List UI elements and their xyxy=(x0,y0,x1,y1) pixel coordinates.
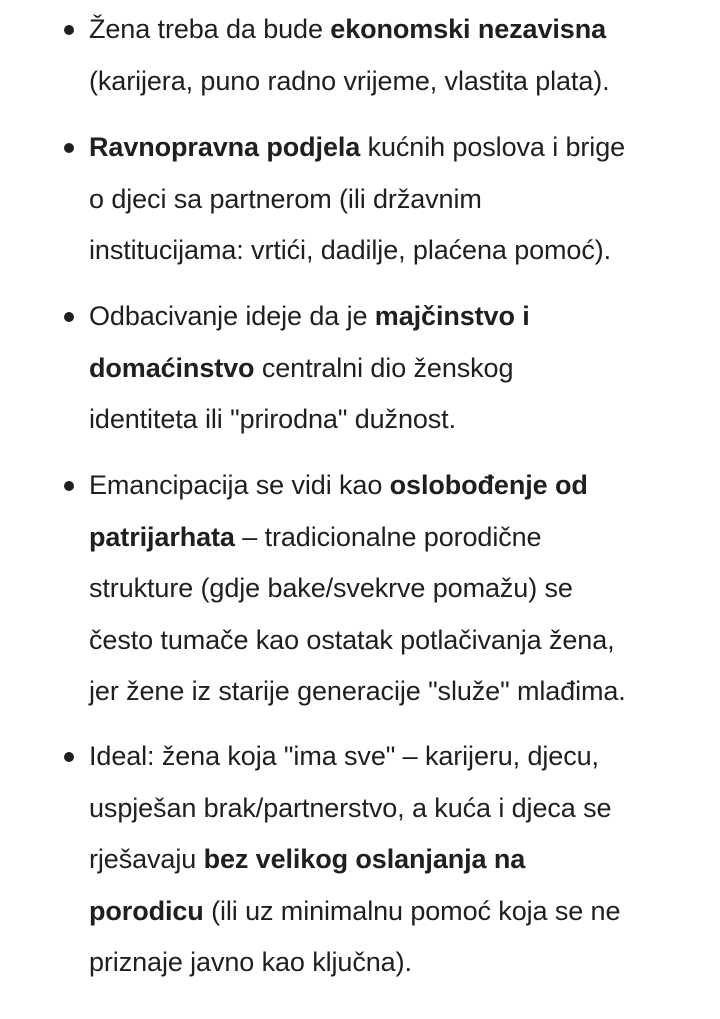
bullet-icon xyxy=(64,481,74,491)
text-line xyxy=(89,394,709,446)
text-run: Odbacivanje ideje da je xyxy=(89,301,375,331)
text-line xyxy=(89,225,709,277)
text-run: jer žene iz starije generacije "služe" mlađima. xyxy=(89,676,626,706)
text-line xyxy=(89,731,709,783)
text-line xyxy=(89,122,709,174)
text-line xyxy=(89,291,709,343)
text-run: – tradicionalne porodične xyxy=(234,521,542,552)
bullet-icon xyxy=(64,143,74,153)
text-line xyxy=(89,783,709,835)
text-run: rješavaju xyxy=(89,844,204,874)
list-item-text xyxy=(89,122,709,277)
bold-text-run: domaćinstvo xyxy=(89,352,255,383)
text-line xyxy=(89,563,709,615)
text-line xyxy=(89,343,709,395)
bold-text-run: porodicu xyxy=(89,895,204,926)
text-run: identiteta ili "prirodna" dužnost. xyxy=(89,404,456,434)
list-item-text xyxy=(89,460,709,718)
bold-text-run: majčinstvo i xyxy=(374,301,530,331)
text-line xyxy=(89,666,709,718)
text-run: priznaje javno kao ključna). xyxy=(89,947,412,977)
list-item-text xyxy=(89,4,709,107)
bold-text-run: Ravnopravna podjela xyxy=(89,132,361,162)
list-item-text xyxy=(89,291,709,446)
text-run: centralni dio ženskog xyxy=(254,352,514,383)
text-run: institucijama: vrtići, dadilje, plaćena pomoć). xyxy=(89,235,612,265)
text-line xyxy=(89,937,709,989)
text-run: uspješan brak/partnerstvo, a kuća i djeca se xyxy=(89,792,612,823)
text-run: Emancipacija se vidi kao xyxy=(89,470,390,500)
text-line xyxy=(89,56,709,108)
bullet-icon xyxy=(64,25,74,35)
text-line xyxy=(89,512,709,564)
text-run: strukture (gdje bake/svekrve pomažu) se xyxy=(89,573,573,603)
text-run: Žena treba da bude xyxy=(89,14,331,44)
bullet-icon xyxy=(64,752,74,762)
text-line xyxy=(89,886,709,938)
text-run: (karijera, puno radno vrijeme, vlastita plata). xyxy=(89,65,610,96)
text-run: o djeci sa partnerom (ili državnim xyxy=(89,183,482,214)
bullet-icon xyxy=(64,312,74,322)
bold-text-run: patrijarhata xyxy=(89,521,235,552)
bold-text-run: oslobođenje od xyxy=(389,470,588,500)
text-line xyxy=(89,834,709,886)
bold-text-run: ekonomski nezavisna xyxy=(330,14,607,44)
text-line xyxy=(89,4,709,56)
text-run: (ili uz minimalnu pomoć koja se ne xyxy=(203,895,621,926)
text-line xyxy=(89,174,709,226)
text-run: Ideal: žena koja "ima sve" – karijeru, djecu, xyxy=(89,741,599,771)
text-line xyxy=(89,460,709,512)
list-item-text xyxy=(89,731,709,989)
text-run: kućnih poslova i brige xyxy=(360,132,626,162)
text-run: često tumače kao ostatak potlačivanja žena, xyxy=(89,624,615,655)
bold-text-run: bez velikog oslanjanja na xyxy=(203,844,526,874)
text-line xyxy=(89,615,709,667)
